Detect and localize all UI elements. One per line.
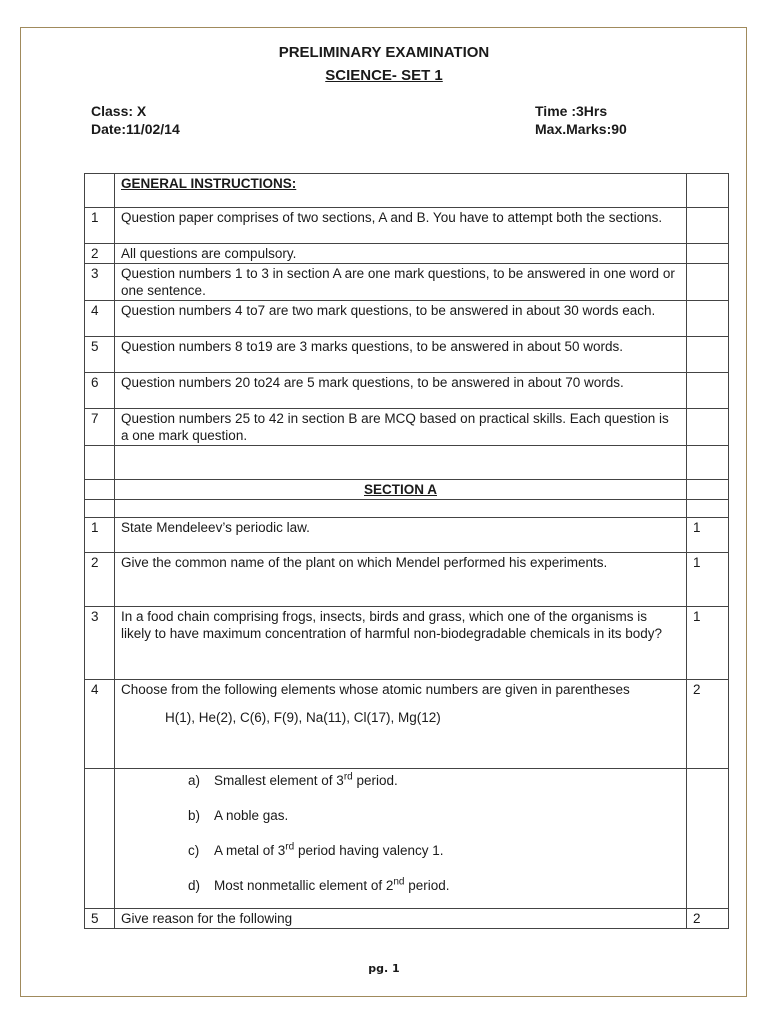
option-letter: a) — [188, 773, 201, 788]
option-c — [121, 842, 680, 859]
question-marks: 2 — [687, 909, 729, 929]
question-text: State Mendeleev’s periodic law. — [115, 518, 687, 553]
marks-cell — [687, 337, 729, 373]
instruction-number: 3 — [85, 264, 115, 301]
question-text-cell — [115, 680, 687, 769]
instruction-text: Question numbers 1 to 3 in section A are one mark questions, to be answered in one word or one sentence. — [115, 264, 687, 301]
question-number: 3 — [85, 607, 115, 680]
option-d — [121, 877, 680, 894]
number-cell — [85, 446, 115, 480]
exam-subtitle — [0, 67, 768, 84]
question-marks: 2 — [687, 680, 729, 769]
subtitle-text: SCIENCE- SET 1 — [325, 67, 443, 84]
instructions-heading-row — [85, 174, 729, 208]
page-number: pg. 1 — [368, 962, 400, 975]
question-text: In a food chain comprising frogs, insects, birds and grass, which one of the organisms is likely to have maximum concentration of harmful non-biodegradable chemicals in its body? — [115, 607, 687, 680]
question-row — [85, 607, 729, 680]
question-text: Give reason for the following — [115, 909, 687, 929]
question-marks: 1 — [687, 553, 729, 607]
class-label: Class: X — [91, 103, 147, 119]
marks-cell — [687, 446, 729, 480]
instructions-heading-cell — [115, 174, 687, 208]
option-letter: d) — [188, 878, 201, 893]
instruction-number: 6 — [85, 373, 115, 409]
instruction-text: Question numbers 4 to7 are two mark questions, to be answered in about 30 words each. — [115, 301, 687, 337]
marks-cell — [687, 174, 729, 208]
instruction-number: 1 — [85, 208, 115, 244]
max-marks-label: Max.Marks:90 — [535, 121, 627, 137]
instruction-row — [85, 337, 729, 373]
question-marks: 1 — [687, 607, 729, 680]
marks-cell — [687, 500, 729, 518]
section-heading-row — [85, 480, 729, 500]
section-heading-cell — [115, 480, 687, 500]
section-heading: SECTION A — [363, 482, 437, 497]
marks-cell — [687, 244, 729, 264]
instruction-number: 7 — [85, 409, 115, 446]
option-text: A noble gas. — [214, 808, 289, 823]
question-number: 5 — [85, 909, 115, 929]
instructions-heading: GENERAL INSTRUCTIONS: — [121, 176, 297, 191]
option-superscript: rd — [343, 771, 353, 783]
empty-row — [85, 446, 729, 480]
number-cell — [85, 500, 115, 518]
question-text: Choose from the following elements whose atomic numbers are given in parentheses — [121, 682, 630, 697]
question-row — [85, 909, 729, 929]
option-text: period. — [404, 878, 450, 893]
question-table — [84, 173, 729, 929]
marks-cell — [687, 208, 729, 244]
option-text: Smallest element of 3 — [214, 773, 344, 788]
text-cell — [115, 446, 687, 480]
question-number: 1 — [85, 518, 115, 553]
option-superscript: nd — [393, 876, 405, 888]
option-text: period. — [352, 773, 398, 788]
number-cell — [85, 480, 115, 500]
instruction-number: 4 — [85, 301, 115, 337]
instruction-row — [85, 264, 729, 301]
instruction-text: Question numbers 20 to24 are 5 mark questions, to be answered in about 70 words. — [115, 373, 687, 409]
marks-cell — [687, 264, 729, 301]
marks-cell — [687, 409, 729, 446]
instruction-row — [85, 373, 729, 409]
options-cell — [115, 769, 687, 909]
instruction-row — [85, 208, 729, 244]
marks-cell — [687, 301, 729, 337]
question-number: 4 — [85, 680, 115, 769]
number-cell — [85, 769, 115, 909]
option-text: period having valency 1. — [294, 843, 444, 858]
element-list: H(1), He(2), C(6), F(9), Na(11), Cl(17), Mg(12) — [165, 710, 441, 725]
options-row — [85, 769, 729, 909]
option-a — [121, 772, 680, 789]
instruction-row — [85, 409, 729, 446]
instruction-number: 2 — [85, 244, 115, 264]
number-cell — [85, 174, 115, 208]
instruction-number: 5 — [85, 337, 115, 373]
question-text: Give the common name of the plant on which Mendel performed his experiments. — [115, 553, 687, 607]
option-text: A metal of 3 — [214, 843, 286, 858]
question-marks: 1 — [687, 518, 729, 553]
question-row — [85, 518, 729, 553]
marks-cell — [687, 373, 729, 409]
exam-title: PRELIMINARY EXAMINATION — [278, 44, 490, 61]
instruction-text: Question paper comprises of two sections, A and B. You have to attempt both the sections. — [115, 208, 687, 244]
instruction-text: Question numbers 8 to19 are 3 marks questions, to be answered in about 50 words. — [115, 337, 687, 373]
date-label: Date:11/02/14 — [91, 121, 180, 137]
option-superscript: rd — [285, 841, 295, 853]
question-row — [85, 680, 729, 769]
option-b — [121, 807, 680, 824]
marks-cell — [687, 769, 729, 909]
marks-cell — [687, 480, 729, 500]
instruction-text: Question numbers 25 to 42 in section B are MCQ based on practical skills. Each question is a one mark question. — [115, 409, 687, 446]
question-row — [85, 553, 729, 607]
time-label: Time :3Hrs — [535, 103, 608, 119]
option-text: Most nonmetallic element of 2 — [214, 878, 394, 893]
instruction-row — [85, 244, 729, 264]
text-cell — [115, 500, 687, 518]
instruction-row — [85, 301, 729, 337]
option-letter: b) — [188, 808, 201, 823]
question-number: 2 — [85, 553, 115, 607]
option-letter: c) — [188, 843, 200, 858]
instruction-text: All questions are compulsory. — [115, 244, 687, 264]
empty-row — [85, 500, 729, 518]
